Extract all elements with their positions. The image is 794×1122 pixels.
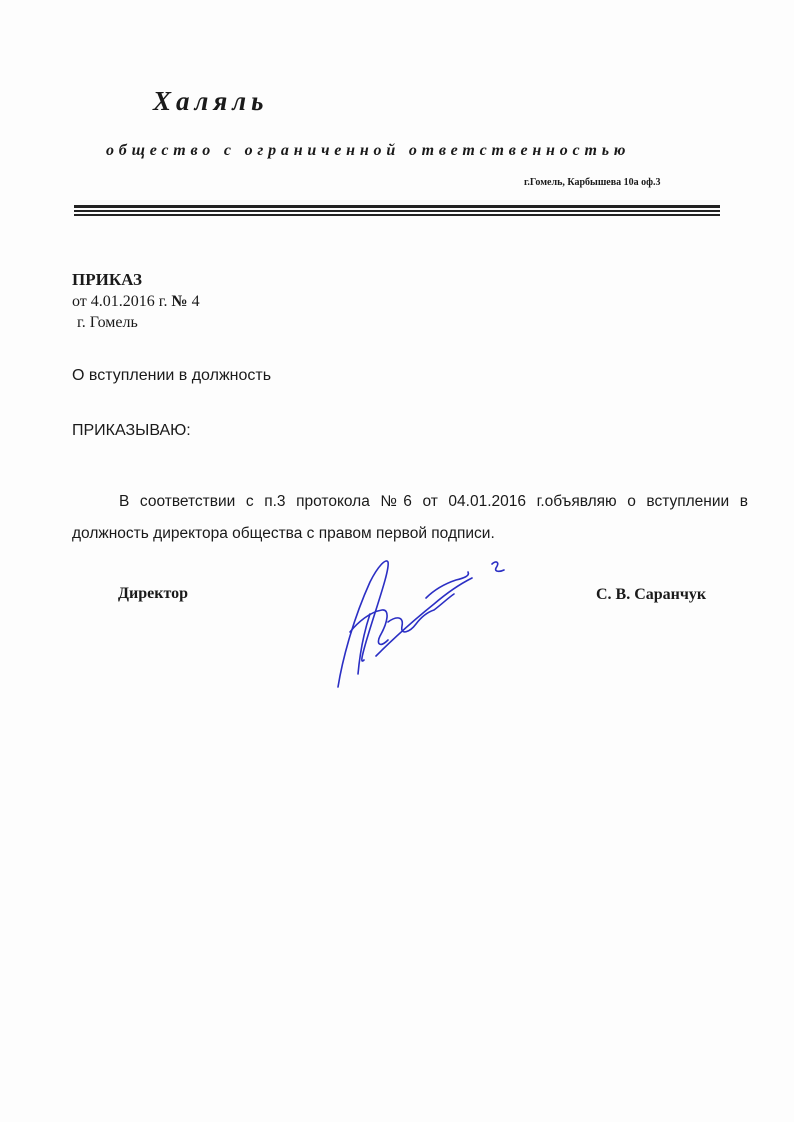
signer-title: Директор [118, 585, 188, 602]
order-number: 4 [191, 293, 200, 310]
company-name: Халяль [153, 86, 269, 116]
handwritten-signature [330, 552, 515, 692]
company-address: г.Гомель, Карбышева 10а оф.3 [524, 177, 661, 188]
order-date-line [72, 293, 200, 311]
order-body-paragraph: В соответствии с п.3 протокола №6 от 04.01.2016 г.объявляю о вступлении в должность директора общества с правом первой подписи. [72, 493, 748, 542]
order-subject: О вступлении в должность [72, 367, 272, 384]
company-legal-form: общество с ограниченной ответственностью [106, 142, 631, 159]
letterhead-divider [74, 205, 720, 219]
order-city: г. Гомель [77, 314, 138, 331]
order-command: ПРИКАЗЫВАЮ: [72, 422, 191, 439]
signer-name: С. В. Саранчук [596, 586, 707, 603]
order-number-sign: № [171, 293, 188, 310]
order-title: ПРИКАЗ [72, 270, 142, 289]
order-date: от 4.01.2016 г. [72, 293, 168, 310]
